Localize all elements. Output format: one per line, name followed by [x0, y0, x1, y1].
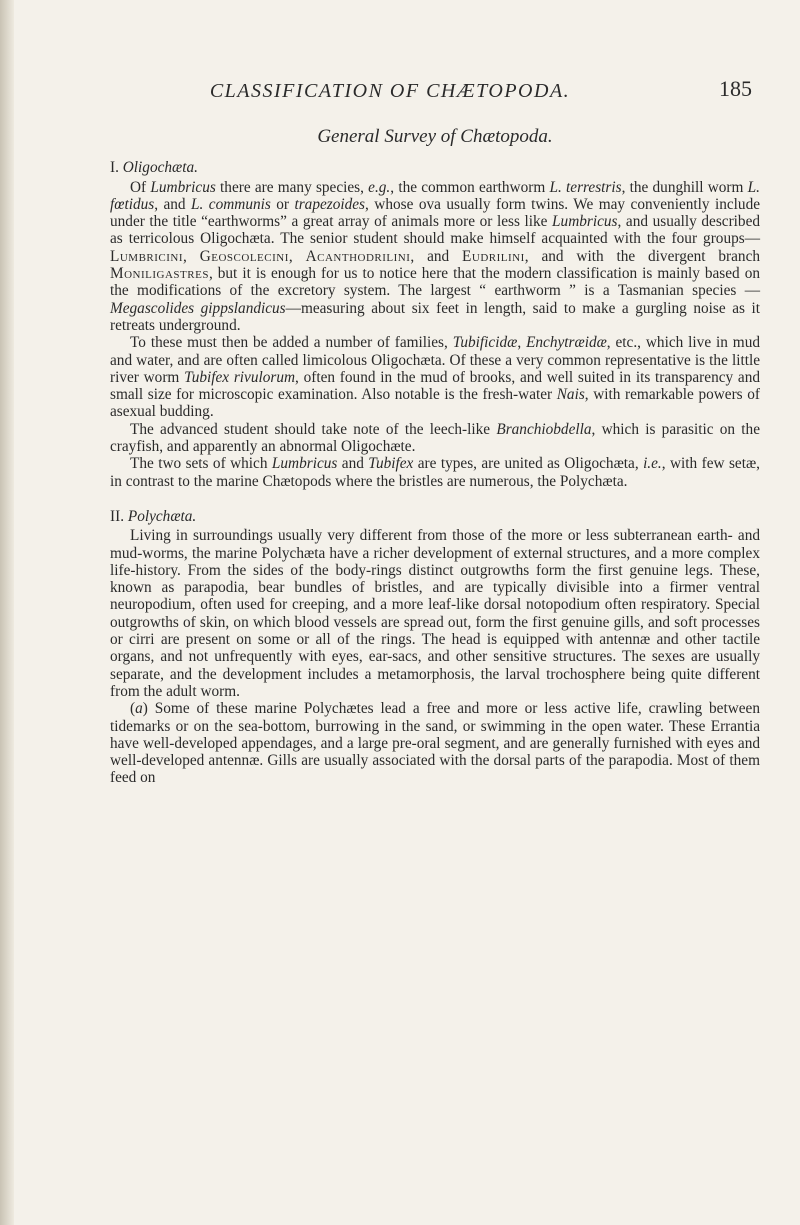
italic-term: Lumbricus: [271, 455, 338, 473]
text-run: The two sets of which: [130, 455, 272, 473]
italic-term: L. fœtidus: [110, 178, 760, 213]
text-run: , which is parasitic on the crayfish, and apparently an abnormal Oligochæte.: [110, 420, 760, 456]
italic-term: L. communis: [191, 195, 271, 213]
page-gutter-shadow: [0, 0, 14, 1225]
paragraph: [110, 527, 760, 700]
section-number: II.: [110, 507, 128, 525]
text-run: , etc., which live in mud and water, and are often called limicolous Oligochæta. Of these a very common representative is the little river worm: [110, 334, 760, 386]
text-run: , and with the divergent branch: [524, 247, 761, 265]
text-run: ,: [517, 334, 527, 352]
sections-container: [110, 159, 760, 786]
italic-term: trapezoides: [294, 195, 366, 213]
text-run: , and: [410, 247, 463, 265]
text-run: , with remarkable powers of asexual budding.: [110, 386, 760, 421]
text-run: (: [130, 700, 136, 718]
section-heading: [110, 159, 760, 176]
section-heading-title: Oligochæta.: [122, 159, 198, 177]
small-caps-term: Eudrilini: [462, 247, 525, 265]
text-run: , but it is enough for us to notice here that the modern classification is mainly based on the modifications of the excretory system. The largest “ earthworm ” is a Tasmanian species —: [110, 265, 760, 300]
running-head: CLASSIFICATION OF CHÆTOPODA.: [209, 80, 571, 102]
small-caps-term: Acanthodrilini: [305, 247, 411, 265]
italic-term: a: [135, 700, 143, 718]
italic-term: Tubifex rivulorum: [184, 368, 296, 386]
paragraph: [110, 421, 760, 456]
section-title: General Survey of Chætopoda.: [317, 126, 553, 147]
text-run: , whose ova usually form twins. We may conveniently include under the title “earthworms” a great array of animals more or less like: [110, 195, 761, 231]
text-run: are types, are united as Oligochæta,: [413, 455, 644, 473]
italic-term: Megascolides gippslandicus: [110, 299, 286, 317]
section-number: I.: [110, 159, 123, 177]
text-run: Living in surroundings usually very different from those of the more or less subterranean earth- and mud-worms, the marine Polychæta have a richer development of external structures, and a more complex life-history. From the sides of the body-rings distinct outgrowths form the first genuine legs. These, known as parapodia, bear bundles of bristles, and are typically divisible into a firmer ventral neuropodium, often used for creeping, and a more leaf-like dorsal notopodium often respiratory. Special outgrowths of skin, on which blood vessels are spread out, form the first genuine gills, and soft processes or cirri are present on some or all of the rings. The head is equipped with antennæ and other tactile organs, and not unfrequently with eyes, ear-sacs, and other sensitive structures. The sexes are usually separate, and the development includes a metamorphosis, the larval trochosphere being quite different from the adult worm.: [110, 527, 760, 700]
italic-term: Tubificidæ: [452, 334, 518, 352]
paragraph: [110, 700, 760, 786]
small-caps-term: Geoscolecini: [199, 247, 289, 265]
italic-term: Tubifex: [368, 455, 414, 473]
text-run: , often found in the mud of brooks, and well suited in its transparency and small size for microscopic examination. Also notable is the fresh-water: [110, 368, 760, 404]
italic-term: e.g.: [368, 178, 391, 196]
text-run: or: [270, 195, 295, 213]
text-run: and: [337, 455, 369, 473]
text-run: ,: [288, 247, 306, 265]
italic-term: Nais: [556, 386, 585, 404]
italic-term: Enchytræidæ: [526, 334, 607, 352]
paragraph: [110, 334, 760, 420]
italic-term: Lumbricus: [552, 213, 618, 231]
italic-term: L. terrestris: [549, 178, 622, 196]
text-run: , with few setæ, in contrast to the marine Chætopods where the bristles are numerous, the Polychæta.: [110, 455, 760, 490]
section-heading-title: Polychæta.: [127, 507, 197, 525]
small-caps-term: Moniligastres: [110, 265, 209, 283]
text-run: The advanced student should take note of the leech-like: [130, 420, 497, 438]
text-run: , and usually described as terricolous Oligochæta. The senior student should make himself acquainted with the four groups—: [110, 213, 761, 248]
text-run: Of: [130, 178, 151, 196]
section-heading: [110, 508, 760, 525]
text-run: there are many species,: [215, 178, 369, 196]
text-run: , the common earthworm: [390, 178, 550, 196]
paragraph: [110, 455, 760, 490]
paragraph: [110, 179, 760, 335]
small-caps-term: Lumbricini: [110, 247, 184, 265]
text-run: , and: [154, 195, 192, 213]
italic-term: Lumbricus: [150, 178, 216, 196]
text-run: —measuring about six feet in length, said to make a gurgling noise as it retreats underground.: [110, 299, 760, 334]
page-body: [110, 128, 760, 787]
italic-term: Branchiobdella: [496, 420, 592, 438]
text-run: To these must then be added a number of families,: [130, 334, 453, 352]
italic-term: i.e.: [643, 455, 662, 473]
text-run: ,: [183, 247, 200, 265]
text-run: ) Some of these marine Polychætes lead a free and more or less active life, crawling between tidemarks or on the sea-bottom, burrowing in the sand, or swimming in the open water. These Errantia have well-developed appendages, and a large pre-oral segment, and are generally furnished with eyes and well-developed antennæ. Gills are usually associated with the dorsal parts of the parapodia. Most of them feed on: [110, 700, 760, 787]
page-number: 185: [719, 76, 752, 101]
text-run: , the dunghill worm: [621, 178, 748, 196]
section-gap: [110, 490, 760, 504]
